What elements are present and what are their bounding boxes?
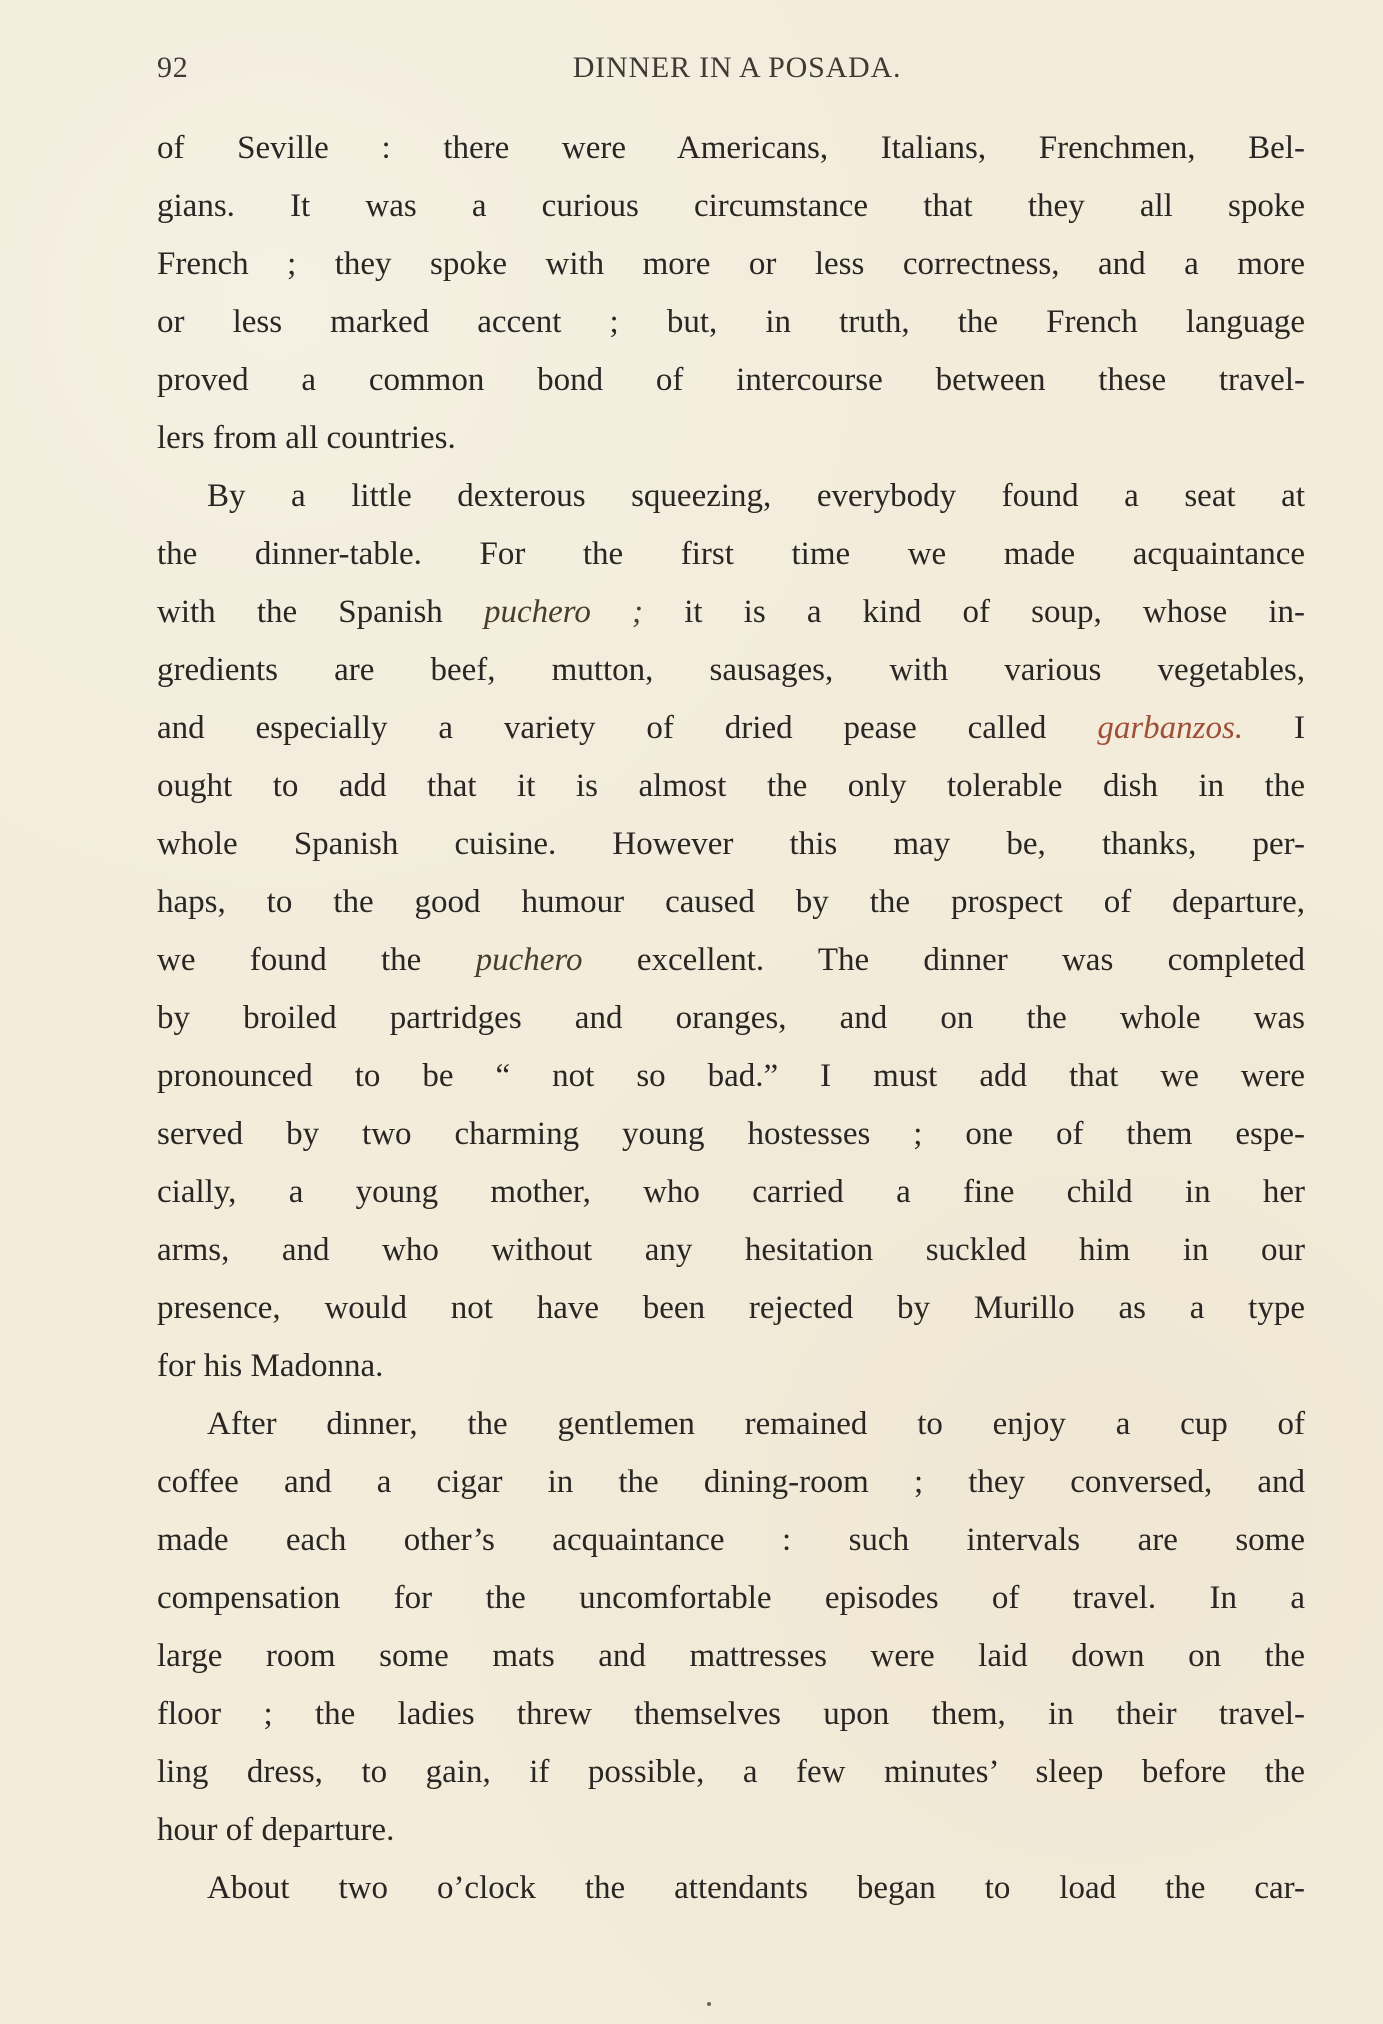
- text-line: pronounced to be “ not so bad.” I must add that we were: [157, 1058, 1305, 1094]
- text-line: French ; they spoke with more or less correctness, and a more: [157, 246, 1305, 282]
- text-line: After dinner, the gentlemen remained to enjoy a cup of: [207, 1406, 1305, 1442]
- text-line: About two o’clock the attendants began to load the car-: [207, 1870, 1305, 1906]
- text-line: ought to add that it is almost the only tolerable dish in the: [157, 768, 1305, 804]
- text-line: floor ; the ladies threw themselves upon them, in their travel-: [157, 1696, 1305, 1732]
- text-line: compensation for the uncomfortable episodes of travel. In a: [157, 1580, 1305, 1616]
- text-segment: I: [1294, 710, 1305, 746]
- text-line: of Seville : there were Americans, Italians, Frenchmen, Bel-: [157, 130, 1305, 166]
- text-line: by broiled partridges and oranges, and on the whole was: [157, 1000, 1305, 1036]
- text-line: [157, 931, 1305, 989]
- text-segment: it is a kind of soup, whose in-: [684, 594, 1305, 630]
- text-line: By a little dexterous squeezing, everybody found a seat at: [207, 478, 1305, 514]
- puchero-term: puchero: [475, 942, 583, 978]
- running-title: DINNER IN A POSADA.: [572, 51, 902, 84]
- page-speck-mark: [707, 2002, 711, 2006]
- text-line: cially, a young mother, who carried a fine child in her: [157, 1174, 1305, 1210]
- text-segment: with the Spanish: [157, 594, 443, 630]
- text-line: served by two charming young hostesses ; one of them espe-: [157, 1116, 1305, 1152]
- text-line: coffee and a cigar in the dining-room ; they conversed, and: [157, 1464, 1305, 1500]
- text-segment: and especially a variety of dried pease called: [157, 710, 1047, 746]
- text-line: large room some mats and mattresses were laid down on the: [157, 1638, 1305, 1674]
- text-line: [157, 583, 1305, 641]
- running-head: [157, 48, 1317, 88]
- text-line: made each other’s acquaintance : such intervals are some: [157, 1522, 1305, 1558]
- puchero-term: puchero ;: [483, 594, 644, 630]
- text-line: proved a common bond of intercourse between these travel-: [157, 362, 1305, 398]
- garbanzos-term: garbanzos.: [1097, 710, 1244, 746]
- page-number: 92: [157, 51, 189, 84]
- text-line: ling dress, to gain, if possible, a few minutes’ sleep before the: [157, 1754, 1305, 1790]
- body-text: [157, 119, 1305, 1917]
- text-line: hour of departure.: [157, 1812, 395, 1848]
- text-line: haps, to the good humour caused by the prospect of departure,: [157, 884, 1305, 920]
- text-line: arms, and who without any hesitation suckled him in our: [157, 1232, 1305, 1268]
- text-line: gians. It was a curious circumstance that they all spoke: [157, 188, 1305, 224]
- text-line: or less marked accent ; but, in truth, the French language: [157, 304, 1305, 340]
- text-line: lers from all countries.: [157, 420, 456, 456]
- text-segment: excellent. The dinner was completed: [636, 942, 1306, 978]
- text-line: presence, would not have been rejected by Murillo as a type: [157, 1290, 1305, 1326]
- text-line: whole Spanish cuisine. However this may be, thanks, per-: [157, 826, 1305, 862]
- text-line: gredients are beef, mutton, sausages, with various vegetables,: [157, 652, 1305, 688]
- text-line: the dinner-table. For the first time we made acquaintance: [157, 536, 1305, 572]
- text-segment: we found the: [157, 942, 422, 978]
- text-line: [157, 699, 1305, 757]
- text-line: for his Madonna.: [157, 1348, 384, 1384]
